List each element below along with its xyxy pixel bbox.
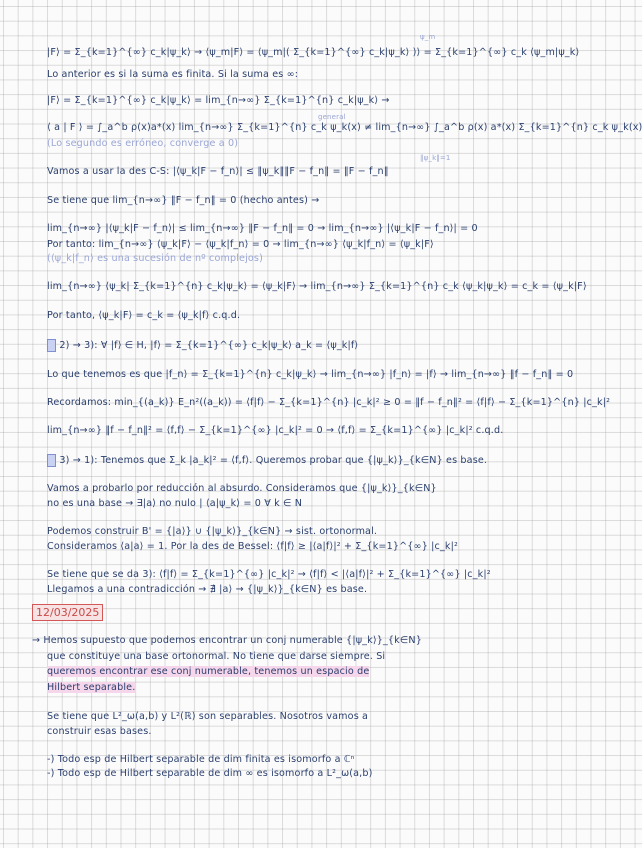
equation-line-16: lim_{n→∞} ‖f − f_n‖² = ⟨f,f⟩ − Σ_{k=1}^{∞} |c_k|² = 0 → ⟨f,f⟩ = Σ_{k=1}^{∞} |c_k|² c.q.d. — [47, 425, 504, 436]
text-line-20: Podemos construir B' = {|a⟩} ∪ {|ψ_k⟩}_{k∈N} → sist. ortonormal. — [47, 526, 378, 537]
annotation-norm: ‖ψ_k‖=1 — [420, 154, 451, 162]
equation-line-9: Por tanto: lim_{n→∞} ⟨ψ_k|F⟩ − ⟨ψ_k|f_n⟩ = 0 → lim_{n→∞} ⟨ψ_k|f_n⟩ = ⟨ψ_k|F⟩ — [47, 239, 434, 250]
text-line-13-content: 2) → 3): ∀ |f⟩ ∈ H, |f⟩ = Σ_{k=1}^{∞} c_k|ψ_k⟩ a_k = ⟨ψ_k|f⟩ — [59, 340, 359, 351]
highlight-box — [47, 339, 56, 352]
text-line-28: Se tiene que L²_ω(a,b) y L²(ℝ) son separables. Nosotros vamos a — [47, 711, 369, 722]
annotation-psi-m: ψ_m — [420, 33, 436, 41]
text-line-30: -) Todo esp de Hilbert separable de dim finita es isomorfo a ℂⁿ — [47, 754, 355, 765]
text-line-12: Por tanto, ⟨ψ_k|F⟩ = c_k = ⟨ψ_k|f⟩ c.q.d. — [47, 310, 241, 321]
annotation-general: general — [318, 113, 346, 121]
text-line-6: Vamos a usar la des C-S: |⟨ψ_k|F − f_n⟩| ≤ ‖ψ_k‖‖F − f_n‖ = ‖F − f_n‖ — [47, 166, 389, 177]
text-line-14: Lo que tenemos es que |f_n⟩ = Σ_{k=1}^{n} c_k|ψ_k⟩ → lim_{n→∞} |f_n⟩ = |f⟩ → lim_{n→∞} ‖f − f_n‖ = 0 — [47, 369, 574, 380]
equation-line-4: ⟨ a | F ⟩ = ∫_a^b ρ(x)a*(x) lim_{n→∞} Σ_{k=1}^{n} c_k ψ_k(x) ≠ lim_{n→∞} ∫_a^b ρ(x) a*(x) Σ_{k=1}^{n} c_k ψ_k(x) — [47, 122, 642, 133]
text-line-21: Consideramos ⟨a|a⟩ = 1. Por la des de Bessel: ⟨f|f⟩ ≥ |⟨a|f⟩|² + Σ_{k=1}^{∞} |c_k|² — [47, 541, 458, 552]
equation-line-11: lim_{n→∞} ⟨ψ_k| Σ_{k=1}^{n} c_k|ψ_k⟩ = ⟨ψ_k|F⟩ → lim_{n→∞} Σ_{k=1}^{n} c_k ⟨ψ_k|ψ_k⟩ = c_k = ⟨ψ_k|F⟩ — [47, 281, 587, 292]
text-line-26 — [47, 665, 581, 678]
text-line-27 — [47, 681, 581, 694]
note-line-10: (⟨ψ_k|f_n⟩ es una sucesión de nº complejos) — [47, 253, 263, 264]
text-line-31: -) Todo esp de Hilbert separable de dim ∞ es isomorfo a L²_ω(a,b) — [47, 768, 373, 779]
text-line-23: Llegamos a una contradicción → ∄ |a⟩ → {|ψ_k⟩}_{k∈N} es base. — [47, 584, 368, 595]
text-line-25: que constituye una base ortonormal. No tiene que darse siempre. Si — [47, 651, 386, 662]
equation-line-15: Recordamos: min_{(a_k)} E_n²((a_k)) = ⟨f|f⟩ − Σ_{k=1}^{n} |c_k|² ≥ 0 = ‖f − f_n‖² = ⟨f|f⟩ − Σ_{k=1}^{n} |c_k|² — [47, 397, 611, 408]
text-line-17 — [47, 454, 581, 467]
highlight-box-2 — [47, 454, 56, 467]
text-line-19: no es una base → ∃|a⟩ no nulo | ⟨a|ψ_k⟩ = 0 ∀ k ∈ N — [47, 498, 303, 509]
text-line-29: construir esas bases. — [47, 726, 152, 737]
date-stamp: 12/03/2025 — [32, 604, 103, 621]
text-line-7: Se tiene que lim_{n→∞} ‖F − f_n‖ = 0 (hecho antes) → — [47, 195, 320, 206]
equation-line-3: |F⟩ = Σ_{k=1}^{∞} c_k|ψ_k⟩ = lim_{n→∞} Σ_{k=1}^{n} c_k|ψ_k⟩ → — [47, 95, 390, 106]
text-line-17-content: 3) → 1): Tenemos que Σ_k |a_k|² = ⟨f,f⟩. Queremos probar que {|ψ_k⟩}_{k∈N} es base. — [59, 455, 488, 466]
equation-line-1: |F⟩ = Σ_{k=1}^{∞} c_k|ψ_k⟩ → ⟨ψ_m|F⟩ = ⟨ψ_m|( Σ_{k=1}^{∞} c_k|ψ_k⟩ )⟩ = Σ_{k=1}^{∞} c_k ⟨ψ_m|ψ_k⟩ — [47, 47, 580, 58]
text-line-24: → Hemos supuesto que podemos encontrar un conj numerable {|ψ_k⟩}_{k∈N} — [32, 635, 422, 646]
highlighted-text-26: queremos encontrar ese conj numerable, tenemos un espacio de — [47, 666, 370, 677]
highlighted-text-27: Hilbert separable. — [47, 682, 136, 693]
note-line-5: (Lo segundo es erróneo, converge a 0) — [47, 138, 239, 149]
text-line-18: Vamos a probarlo por reducción al absurdo. Consideramos que {|ψ_k⟩}_{k∈N} — [47, 483, 437, 494]
text-line-13 — [47, 339, 581, 352]
text-line-22: Se tiene que se da 3): ⟨f|f⟩ = Σ_{k=1}^{∞} |c_k|² → ⟨f|f⟩ < |⟨a|f⟩|² + Σ_{k=1}^{∞} |c_k|² — [47, 569, 491, 580]
equation-line-8: lim_{n→∞} |⟨ψ_k|F − f_n⟩| ≤ lim_{n→∞} ‖F − f_n‖ = 0 → lim_{n→∞} |⟨ψ_k|F − f_n⟩| = 0 — [47, 223, 478, 234]
text-line-2: Lo anterior es si la suma es finita. Si la suma es ∞: — [47, 69, 299, 80]
